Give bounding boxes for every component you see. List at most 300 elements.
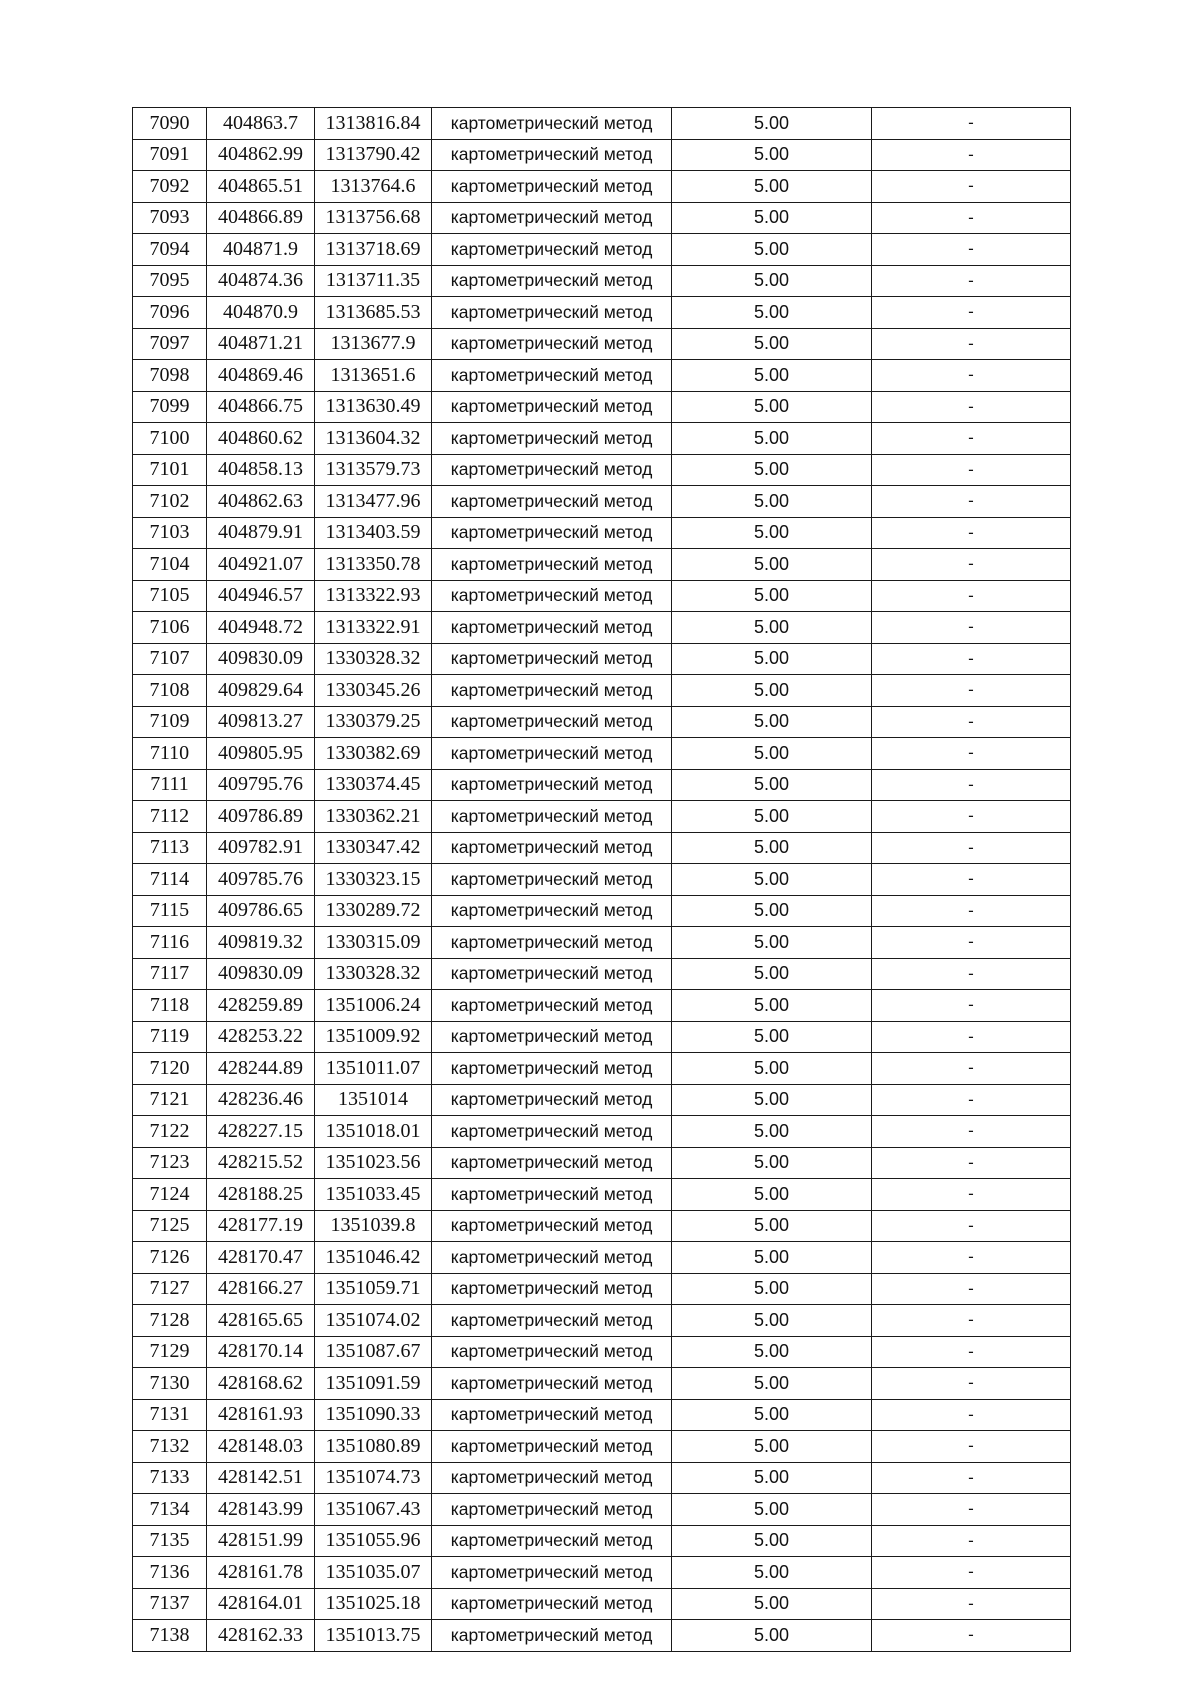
table-row xyxy=(133,517,1071,549)
table-row xyxy=(133,1399,1071,1431)
description-cell: - xyxy=(872,864,1071,896)
description-cell: - xyxy=(872,706,1071,738)
table-row xyxy=(133,643,1071,675)
method-cell: картометрический метод xyxy=(432,864,672,896)
point-number-cell: 7137 xyxy=(133,1588,207,1620)
accuracy-cell: 5.00 xyxy=(672,171,872,203)
x-coordinate-cell: 428165.65 xyxy=(207,1305,315,1337)
accuracy-cell: 5.00 xyxy=(672,517,872,549)
x-coordinate-cell: 428170.14 xyxy=(207,1336,315,1368)
table-row xyxy=(133,927,1071,959)
description-cell: - xyxy=(872,1431,1071,1463)
point-number-cell: 7124 xyxy=(133,1179,207,1211)
table-row xyxy=(133,297,1071,329)
table-row xyxy=(133,423,1071,455)
table-row xyxy=(133,1368,1071,1400)
method-cell: картометрический метод xyxy=(432,1525,672,1557)
y-coordinate-cell: 1351018.01 xyxy=(315,1116,432,1148)
description-cell: - xyxy=(872,139,1071,171)
y-coordinate-cell: 1351055.96 xyxy=(315,1525,432,1557)
table-row xyxy=(133,454,1071,486)
x-coordinate-cell: 428148.03 xyxy=(207,1431,315,1463)
accuracy-cell: 5.00 xyxy=(672,328,872,360)
description-cell: - xyxy=(872,738,1071,770)
y-coordinate-cell: 1313756.68 xyxy=(315,202,432,234)
table-row xyxy=(133,1179,1071,1211)
x-coordinate-cell: 404866.75 xyxy=(207,391,315,423)
description-cell: - xyxy=(872,832,1071,864)
accuracy-cell: 5.00 xyxy=(672,706,872,738)
point-number-cell: 7096 xyxy=(133,297,207,329)
x-coordinate-cell: 409805.95 xyxy=(207,738,315,770)
description-cell: - xyxy=(872,1557,1071,1589)
accuracy-cell: 5.00 xyxy=(672,927,872,959)
y-coordinate-cell: 1351080.89 xyxy=(315,1431,432,1463)
point-number-cell: 7103 xyxy=(133,517,207,549)
method-cell: картометрический метод xyxy=(432,1494,672,1526)
table-row xyxy=(133,1084,1071,1116)
description-cell: - xyxy=(872,360,1071,392)
accuracy-cell: 5.00 xyxy=(672,801,872,833)
x-coordinate-cell: 409795.76 xyxy=(207,769,315,801)
y-coordinate-cell: 1313764.6 xyxy=(315,171,432,203)
description-cell: - xyxy=(872,1588,1071,1620)
table-row xyxy=(133,391,1071,423)
table-row xyxy=(133,1242,1071,1274)
point-number-cell: 7112 xyxy=(133,801,207,833)
y-coordinate-cell: 1351014 xyxy=(315,1084,432,1116)
table-row xyxy=(133,864,1071,896)
y-coordinate-cell: 1313604.32 xyxy=(315,423,432,455)
y-coordinate-cell: 1351087.67 xyxy=(315,1336,432,1368)
accuracy-cell: 5.00 xyxy=(672,832,872,864)
table-row xyxy=(133,895,1071,927)
accuracy-cell: 5.00 xyxy=(672,265,872,297)
accuracy-cell: 5.00 xyxy=(672,612,872,644)
description-cell: - xyxy=(872,1242,1071,1274)
description-cell: - xyxy=(872,1147,1071,1179)
point-number-cell: 7110 xyxy=(133,738,207,770)
accuracy-cell: 5.00 xyxy=(672,486,872,518)
point-number-cell: 7132 xyxy=(133,1431,207,1463)
method-cell: картометрический метод xyxy=(432,1368,672,1400)
description-cell: - xyxy=(872,612,1071,644)
accuracy-cell: 5.00 xyxy=(672,1494,872,1526)
accuracy-cell: 5.00 xyxy=(672,1242,872,1274)
description-cell: - xyxy=(872,549,1071,581)
table-row xyxy=(133,234,1071,266)
description-cell: - xyxy=(872,801,1071,833)
x-coordinate-cell: 428215.52 xyxy=(207,1147,315,1179)
table-row xyxy=(133,1462,1071,1494)
x-coordinate-cell: 428164.01 xyxy=(207,1588,315,1620)
description-cell: - xyxy=(872,1336,1071,1368)
y-coordinate-cell: 1313403.59 xyxy=(315,517,432,549)
x-coordinate-cell: 409782.91 xyxy=(207,832,315,864)
x-coordinate-cell: 404871.21 xyxy=(207,328,315,360)
description-cell: - xyxy=(872,895,1071,927)
x-coordinate-cell: 404921.07 xyxy=(207,549,315,581)
method-cell: картометрический метод xyxy=(432,706,672,738)
point-number-cell: 7122 xyxy=(133,1116,207,1148)
description-cell: - xyxy=(872,234,1071,266)
method-cell: картометрический метод xyxy=(432,517,672,549)
table-row xyxy=(133,1021,1071,1053)
y-coordinate-cell: 1330328.32 xyxy=(315,643,432,675)
description-cell: - xyxy=(872,580,1071,612)
point-number-cell: 7111 xyxy=(133,769,207,801)
x-coordinate-cell: 409830.09 xyxy=(207,643,315,675)
y-coordinate-cell: 1313718.69 xyxy=(315,234,432,266)
y-coordinate-cell: 1351025.18 xyxy=(315,1588,432,1620)
accuracy-cell: 5.00 xyxy=(672,1525,872,1557)
y-coordinate-cell: 1313685.53 xyxy=(315,297,432,329)
description-cell: - xyxy=(872,486,1071,518)
description-cell: - xyxy=(872,1273,1071,1305)
point-number-cell: 7093 xyxy=(133,202,207,234)
point-number-cell: 7135 xyxy=(133,1525,207,1557)
table-row xyxy=(133,990,1071,1022)
y-coordinate-cell: 1330362.21 xyxy=(315,801,432,833)
description-cell: - xyxy=(872,1210,1071,1242)
point-number-cell: 7106 xyxy=(133,612,207,644)
method-cell: картометрический метод xyxy=(432,643,672,675)
accuracy-cell: 5.00 xyxy=(672,1336,872,1368)
method-cell: картометрический метод xyxy=(432,580,672,612)
y-coordinate-cell: 1313651.6 xyxy=(315,360,432,392)
description-cell: - xyxy=(872,1116,1071,1148)
table-row xyxy=(133,769,1071,801)
y-coordinate-cell: 1313677.9 xyxy=(315,328,432,360)
method-cell: картометрический метод xyxy=(432,1053,672,1085)
y-coordinate-cell: 1351090.33 xyxy=(315,1399,432,1431)
y-coordinate-cell: 1330374.45 xyxy=(315,769,432,801)
x-coordinate-cell: 428244.89 xyxy=(207,1053,315,1085)
point-number-cell: 7127 xyxy=(133,1273,207,1305)
method-cell: картометрический метод xyxy=(432,927,672,959)
method-cell: картометрический метод xyxy=(432,139,672,171)
point-number-cell: 7094 xyxy=(133,234,207,266)
accuracy-cell: 5.00 xyxy=(672,1368,872,1400)
table-row xyxy=(133,1494,1071,1526)
method-cell: картометрический метод xyxy=(432,769,672,801)
point-number-cell: 7119 xyxy=(133,1021,207,1053)
y-coordinate-cell: 1330289.72 xyxy=(315,895,432,927)
y-coordinate-cell: 1313322.93 xyxy=(315,580,432,612)
accuracy-cell: 5.00 xyxy=(672,1116,872,1148)
method-cell: картометрический метод xyxy=(432,832,672,864)
accuracy-cell: 5.00 xyxy=(672,234,872,266)
x-coordinate-cell: 428170.47 xyxy=(207,1242,315,1274)
accuracy-cell: 5.00 xyxy=(672,1021,872,1053)
description-cell: - xyxy=(872,297,1071,329)
accuracy-cell: 5.00 xyxy=(672,1431,872,1463)
y-coordinate-cell: 1330328.32 xyxy=(315,958,432,990)
description-cell: - xyxy=(872,1525,1071,1557)
method-cell: картометрический метод xyxy=(432,1210,672,1242)
accuracy-cell: 5.00 xyxy=(672,297,872,329)
table-row xyxy=(133,1053,1071,1085)
x-coordinate-cell: 428161.78 xyxy=(207,1557,315,1589)
point-number-cell: 7128 xyxy=(133,1305,207,1337)
accuracy-cell: 5.00 xyxy=(672,549,872,581)
table-row xyxy=(133,1116,1071,1148)
table-row xyxy=(133,706,1071,738)
method-cell: картометрический метод xyxy=(432,1021,672,1053)
point-number-cell: 7091 xyxy=(133,139,207,171)
description-cell: - xyxy=(872,1053,1071,1085)
y-coordinate-cell: 1351009.92 xyxy=(315,1021,432,1053)
accuracy-cell: 5.00 xyxy=(672,990,872,1022)
x-coordinate-cell: 404879.91 xyxy=(207,517,315,549)
accuracy-cell: 5.00 xyxy=(672,139,872,171)
y-coordinate-cell: 1351039.8 xyxy=(315,1210,432,1242)
y-coordinate-cell: 1351074.02 xyxy=(315,1305,432,1337)
accuracy-cell: 5.00 xyxy=(672,360,872,392)
table-row xyxy=(133,1557,1071,1589)
point-number-cell: 7108 xyxy=(133,675,207,707)
x-coordinate-cell: 404863.7 xyxy=(207,108,315,140)
table-row xyxy=(133,171,1071,203)
point-number-cell: 7107 xyxy=(133,643,207,675)
point-number-cell: 7138 xyxy=(133,1620,207,1652)
y-coordinate-cell: 1330379.25 xyxy=(315,706,432,738)
x-coordinate-cell: 409819.32 xyxy=(207,927,315,959)
point-number-cell: 7121 xyxy=(133,1084,207,1116)
point-number-cell: 7123 xyxy=(133,1147,207,1179)
table-row xyxy=(133,1431,1071,1463)
x-coordinate-cell: 428177.19 xyxy=(207,1210,315,1242)
x-coordinate-cell: 404862.99 xyxy=(207,139,315,171)
x-coordinate-cell: 428188.25 xyxy=(207,1179,315,1211)
table-row xyxy=(133,1273,1071,1305)
method-cell: картометрический метод xyxy=(432,486,672,518)
point-number-cell: 7125 xyxy=(133,1210,207,1242)
method-cell: картометрический метод xyxy=(432,895,672,927)
method-cell: картометрический метод xyxy=(432,234,672,266)
x-coordinate-cell: 409829.64 xyxy=(207,675,315,707)
x-coordinate-cell: 404871.9 xyxy=(207,234,315,266)
table-row xyxy=(133,675,1071,707)
method-cell: картометрический метод xyxy=(432,958,672,990)
method-cell: картометрический метод xyxy=(432,1305,672,1337)
y-coordinate-cell: 1351011.07 xyxy=(315,1053,432,1085)
x-coordinate-cell: 428259.89 xyxy=(207,990,315,1022)
point-number-cell: 7126 xyxy=(133,1242,207,1274)
method-cell: картометрический метод xyxy=(432,1431,672,1463)
accuracy-cell: 5.00 xyxy=(672,580,872,612)
method-cell: картометрический метод xyxy=(432,675,672,707)
accuracy-cell: 5.00 xyxy=(672,423,872,455)
method-cell: картометрический метод xyxy=(432,171,672,203)
accuracy-cell: 5.00 xyxy=(672,958,872,990)
point-number-cell: 7116 xyxy=(133,927,207,959)
description-cell: - xyxy=(872,171,1071,203)
point-number-cell: 7114 xyxy=(133,864,207,896)
table-row xyxy=(133,139,1071,171)
y-coordinate-cell: 1313790.42 xyxy=(315,139,432,171)
x-coordinate-cell: 404869.46 xyxy=(207,360,315,392)
method-cell: картометрический метод xyxy=(432,1588,672,1620)
method-cell: картометрический метод xyxy=(432,1273,672,1305)
method-cell: картометрический метод xyxy=(432,1462,672,1494)
method-cell: картометрический метод xyxy=(432,360,672,392)
accuracy-cell: 5.00 xyxy=(672,1620,872,1652)
accuracy-cell: 5.00 xyxy=(672,769,872,801)
point-number-cell: 7113 xyxy=(133,832,207,864)
x-coordinate-cell: 428151.99 xyxy=(207,1525,315,1557)
method-cell: картометрический метод xyxy=(432,1399,672,1431)
accuracy-cell: 5.00 xyxy=(672,454,872,486)
table-row xyxy=(133,360,1071,392)
method-cell: картометрический метод xyxy=(432,1084,672,1116)
table-row xyxy=(133,1210,1071,1242)
table-row xyxy=(133,580,1071,612)
method-cell: картометрический метод xyxy=(432,391,672,423)
y-coordinate-cell: 1351035.07 xyxy=(315,1557,432,1589)
y-coordinate-cell: 1313816.84 xyxy=(315,108,432,140)
method-cell: картометрический метод xyxy=(432,297,672,329)
method-cell: картометрический метод xyxy=(432,1242,672,1274)
accuracy-cell: 5.00 xyxy=(672,1210,872,1242)
table-row xyxy=(133,832,1071,864)
method-cell: картометрический метод xyxy=(432,202,672,234)
y-coordinate-cell: 1351046.42 xyxy=(315,1242,432,1274)
x-coordinate-cell: 404946.57 xyxy=(207,580,315,612)
point-number-cell: 7129 xyxy=(133,1336,207,1368)
point-number-cell: 7115 xyxy=(133,895,207,927)
y-coordinate-cell: 1330315.09 xyxy=(315,927,432,959)
accuracy-cell: 5.00 xyxy=(672,1084,872,1116)
x-coordinate-cell: 428253.22 xyxy=(207,1021,315,1053)
x-coordinate-cell: 409786.65 xyxy=(207,895,315,927)
point-number-cell: 7095 xyxy=(133,265,207,297)
description-cell: - xyxy=(872,328,1071,360)
table-row xyxy=(133,549,1071,581)
description-cell: - xyxy=(872,675,1071,707)
point-number-cell: 7102 xyxy=(133,486,207,518)
method-cell: картометрический метод xyxy=(432,738,672,770)
x-coordinate-cell: 404866.89 xyxy=(207,202,315,234)
accuracy-cell: 5.00 xyxy=(672,1557,872,1589)
x-coordinate-cell: 428162.33 xyxy=(207,1620,315,1652)
method-cell: картометрический метод xyxy=(432,549,672,581)
method-cell: картометрический метод xyxy=(432,1620,672,1652)
coordinates-table xyxy=(132,107,1071,1652)
point-number-cell: 7118 xyxy=(133,990,207,1022)
accuracy-cell: 5.00 xyxy=(672,1053,872,1085)
table-row xyxy=(133,108,1071,140)
table-row xyxy=(133,1525,1071,1557)
x-coordinate-cell: 428227.15 xyxy=(207,1116,315,1148)
point-number-cell: 7131 xyxy=(133,1399,207,1431)
description-cell: - xyxy=(872,769,1071,801)
description-cell: - xyxy=(872,927,1071,959)
x-coordinate-cell: 404860.62 xyxy=(207,423,315,455)
point-number-cell: 7109 xyxy=(133,706,207,738)
point-number-cell: 7136 xyxy=(133,1557,207,1589)
accuracy-cell: 5.00 xyxy=(672,738,872,770)
y-coordinate-cell: 1351013.75 xyxy=(315,1620,432,1652)
x-coordinate-cell: 428142.51 xyxy=(207,1462,315,1494)
table-row xyxy=(133,202,1071,234)
description-cell: - xyxy=(872,1620,1071,1652)
point-number-cell: 7092 xyxy=(133,171,207,203)
table-row xyxy=(133,958,1071,990)
y-coordinate-cell: 1313711.35 xyxy=(315,265,432,297)
x-coordinate-cell: 404862.63 xyxy=(207,486,315,518)
method-cell: картометрический метод xyxy=(432,454,672,486)
table-row xyxy=(133,1588,1071,1620)
y-coordinate-cell: 1351091.59 xyxy=(315,1368,432,1400)
point-number-cell: 7099 xyxy=(133,391,207,423)
accuracy-cell: 5.00 xyxy=(672,1462,872,1494)
table-row xyxy=(133,1305,1071,1337)
description-cell: - xyxy=(872,108,1071,140)
accuracy-cell: 5.00 xyxy=(672,643,872,675)
x-coordinate-cell: 409786.89 xyxy=(207,801,315,833)
x-coordinate-cell: 428236.46 xyxy=(207,1084,315,1116)
y-coordinate-cell: 1351074.73 xyxy=(315,1462,432,1494)
description-cell: - xyxy=(872,1494,1071,1526)
table-row xyxy=(133,1336,1071,1368)
y-coordinate-cell: 1313322.91 xyxy=(315,612,432,644)
description-cell: - xyxy=(872,1368,1071,1400)
table-row xyxy=(133,1147,1071,1179)
point-number-cell: 7134 xyxy=(133,1494,207,1526)
y-coordinate-cell: 1313630.49 xyxy=(315,391,432,423)
y-coordinate-cell: 1313477.96 xyxy=(315,486,432,518)
table-row xyxy=(133,328,1071,360)
description-cell: - xyxy=(872,423,1071,455)
y-coordinate-cell: 1351067.43 xyxy=(315,1494,432,1526)
description-cell: - xyxy=(872,1305,1071,1337)
accuracy-cell: 5.00 xyxy=(672,391,872,423)
x-coordinate-cell: 428168.62 xyxy=(207,1368,315,1400)
description-cell: - xyxy=(872,1399,1071,1431)
accuracy-cell: 5.00 xyxy=(672,1147,872,1179)
accuracy-cell: 5.00 xyxy=(672,1273,872,1305)
method-cell: картометрический метод xyxy=(432,612,672,644)
method-cell: картометрический метод xyxy=(432,328,672,360)
method-cell: картометрический метод xyxy=(432,108,672,140)
y-coordinate-cell: 1330382.69 xyxy=(315,738,432,770)
y-coordinate-cell: 1330345.26 xyxy=(315,675,432,707)
accuracy-cell: 5.00 xyxy=(672,1399,872,1431)
table-row xyxy=(133,265,1071,297)
description-cell: - xyxy=(872,1179,1071,1211)
x-coordinate-cell: 409830.09 xyxy=(207,958,315,990)
point-number-cell: 7098 xyxy=(133,360,207,392)
description-cell: - xyxy=(872,643,1071,675)
y-coordinate-cell: 1330323.15 xyxy=(315,864,432,896)
method-cell: картометрический метод xyxy=(432,990,672,1022)
y-coordinate-cell: 1313579.73 xyxy=(315,454,432,486)
point-number-cell: 7120 xyxy=(133,1053,207,1085)
point-number-cell: 7117 xyxy=(133,958,207,990)
accuracy-cell: 5.00 xyxy=(672,864,872,896)
y-coordinate-cell: 1313350.78 xyxy=(315,549,432,581)
x-coordinate-cell: 428161.93 xyxy=(207,1399,315,1431)
x-coordinate-cell: 409813.27 xyxy=(207,706,315,738)
y-coordinate-cell: 1351033.45 xyxy=(315,1179,432,1211)
description-cell: - xyxy=(872,517,1071,549)
x-coordinate-cell: 404858.13 xyxy=(207,454,315,486)
description-cell: - xyxy=(872,958,1071,990)
method-cell: картометрический метод xyxy=(432,1557,672,1589)
accuracy-cell: 5.00 xyxy=(672,1588,872,1620)
method-cell: картометрический метод xyxy=(432,265,672,297)
